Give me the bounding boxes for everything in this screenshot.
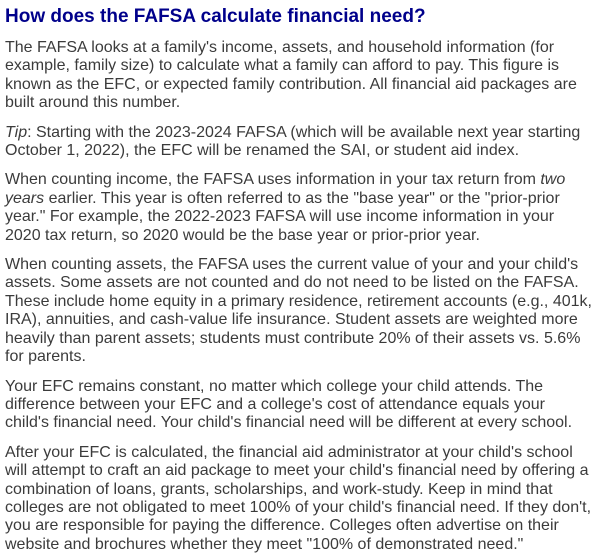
italic-text-run: two years [5,171,566,207]
article [5,6,592,554]
paragraph [5,171,592,245]
text-run: Your EFC remains constant, no matter which college your child attends. The difference between your EFC and a college's cost of attendance equals your child's financial need. Your child's financial need will be different at every school. [5,377,573,432]
paragraph [5,256,592,366]
paragraph-list [5,39,592,554]
paragraph [5,444,592,554]
text-run: When counting income, the FAFSA uses information in your tax return from [5,171,541,189]
text-run: After your EFC is calculated, the financial aid administrator at your child's school will attempt to craft an aid package to meet your child's financial need by offering a combination of loans, grants, scholarships, and work-study. Keep in mind that colleges are not obligated to meet 100% of your child's financial need. If they don't, you are responsible for paying the difference. Colleges often advertise on their website and brochures whether they meet "100% of demonstrated need." [5,443,592,553]
paragraph [5,124,592,161]
text-run: : Starting with the 2023-2024 FAFSA (which will be available next year starting October 1, 2022), the EFC will be renamed the SAI, or student aid index. [5,123,581,160]
italic-text-run: Tip [5,123,28,141]
paragraph [5,39,592,113]
paragraph [5,378,592,433]
text-run: The FAFSA looks at a family's income, assets, and household information (for example, family size) to calculate what a family can afford to pay. This figure is known as the EFC, or expected family contribution. All financial aid packages are built around this number. [5,39,577,112]
text-run: earlier. This year is often referred to as the "base year" or the "prior-prior year." For example, the 2022-2023 FAFSA will use income information in your 2020 tax return, so 2020 would be the base year or prior-prior year. [5,189,560,244]
page-title: How does the FAFSA calculate financial need? [5,6,426,27]
text-run: When counting assets, the FAFSA uses the current value of your and your child's assets. Some assets are not counted and do not need to be listed on the FAFSA. These include home equity in a primary residence, retirement accounts (e.g., 401k, IRA), annuities, and cash-value life insurance. Student assets are weighted more heavily than parent assets; students must contribute 20% of their assets vs. 5.6% for parents. [5,256,592,366]
